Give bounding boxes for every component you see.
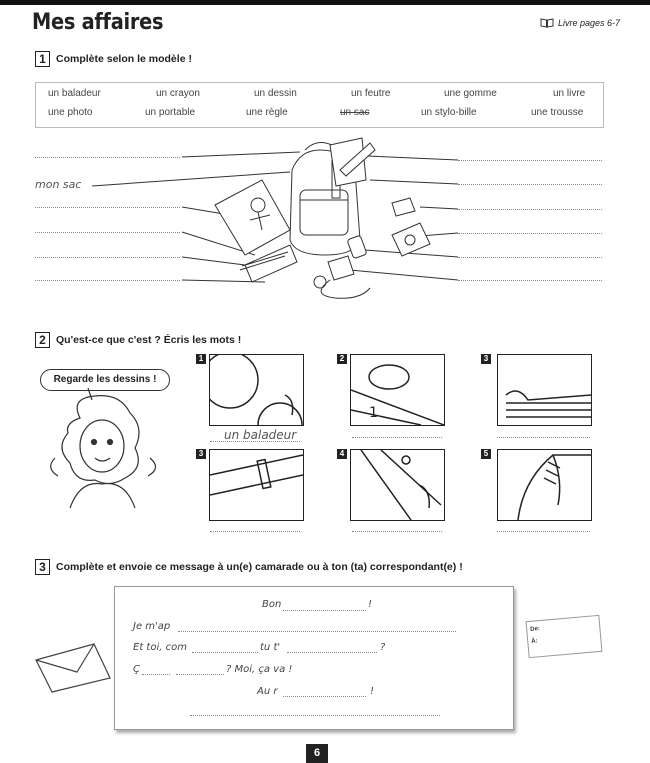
answer-line[interactable] — [497, 531, 590, 532]
letter-line-1-end: ! — [368, 599, 373, 610]
letter-blank[interactable] — [178, 631, 456, 632]
picture-frame — [209, 354, 304, 426]
letter-line-3-end: ? — [380, 642, 386, 653]
letter-blank[interactable] — [287, 652, 377, 653]
picture-number: 5 — [481, 449, 491, 459]
word: un portable — [145, 107, 196, 118]
word-crossed-out: un sac — [340, 107, 370, 118]
answer-line[interactable] — [210, 531, 300, 532]
exercise-1-number: 1 — [35, 51, 50, 67]
letter-line-2-start: Je m'ap — [133, 621, 171, 632]
book-closeup-icon — [498, 355, 591, 425]
mobile-closeup-icon — [351, 450, 444, 520]
example-answer-2: un baladeur — [224, 428, 297, 442]
letter-blank[interactable] — [283, 696, 366, 697]
word: un stylo-bille — [421, 107, 477, 118]
pencil-case-closeup-icon — [498, 450, 591, 520]
picture-frame — [497, 449, 592, 521]
letter-blank[interactable] — [142, 674, 170, 675]
picture-number: 1 — [196, 354, 206, 364]
phone-closeup-icon — [351, 355, 444, 425]
address-from-label: De: — [530, 626, 541, 633]
letter-line-4-start: Ç — [133, 664, 140, 675]
letter-line-3-start: Et toi, com — [133, 642, 187, 653]
picture-number: 2 — [337, 354, 347, 364]
exercise-3-instruction: Complète et envoie ce message à un(e) camarade ou à ton (ta) correspondant(e) ! — [56, 561, 463, 573]
answer-line[interactable] — [210, 441, 300, 442]
answer-line[interactable] — [352, 531, 442, 532]
speech-bubble: Regarde les dessins ! — [40, 369, 170, 391]
letter-line-5-start: Au r — [257, 686, 278, 697]
picture-number: 4 — [337, 449, 347, 459]
picture-frame — [209, 449, 304, 521]
answer-line[interactable] — [352, 437, 442, 438]
word: une photo — [48, 107, 93, 118]
girl-illustration — [40, 388, 175, 508]
letter-blank[interactable] — [176, 674, 224, 675]
word: un dessin — [254, 88, 297, 99]
exercise-2-heading — [35, 332, 241, 348]
picture-number: 3 — [196, 449, 206, 459]
word: une gomme — [444, 88, 497, 99]
book-reference-text: Livre pages 6-7 — [557, 18, 620, 28]
school-items-illustration — [0, 0, 650, 330]
walkman-closeup-icon — [210, 355, 303, 425]
picture-number: 3 — [481, 354, 491, 364]
exercise-3-number: 3 — [35, 559, 50, 575]
word: un livre — [553, 88, 586, 99]
answer-line[interactable] — [497, 437, 590, 438]
envelope-icon — [32, 640, 114, 695]
page-title: Mes affaires — [32, 10, 164, 35]
word: une trousse — [531, 107, 584, 118]
letter-line-3-mid: tu t' — [260, 642, 281, 653]
word: un baladeur — [48, 88, 101, 99]
svg-text:1: 1 — [369, 405, 378, 421]
exercise-3-heading — [35, 559, 463, 575]
exercise-1-instruction: Complète selon le modèle ! — [56, 53, 192, 65]
pen-closeup-icon — [210, 450, 303, 520]
exercise-2-number: 2 — [35, 332, 50, 348]
signature-blank[interactable] — [190, 715, 440, 716]
address-card — [526, 615, 603, 658]
message-letter — [114, 586, 514, 730]
example-answer: mon sac — [35, 178, 82, 191]
letter-blank[interactable] — [283, 610, 366, 611]
exercise-2-instruction: Qu'est-ce que c'est ? Écris les mots ! — [56, 334, 242, 346]
picture-frame — [350, 354, 445, 426]
picture-frame — [350, 449, 445, 521]
picture-frame — [497, 354, 592, 426]
letter-blank[interactable] — [192, 652, 258, 653]
letter-line-4-mid: ? Moi, ça va ! — [226, 664, 293, 675]
address-to-label: À: — [531, 638, 538, 645]
letter-line-1-start: Bon — [262, 599, 282, 610]
word: un crayon — [156, 88, 200, 99]
word: un feutre — [351, 88, 391, 99]
letter-line-5-end: ! — [370, 686, 375, 697]
word: une règle — [246, 107, 288, 118]
page-number: 6 — [306, 744, 328, 763]
